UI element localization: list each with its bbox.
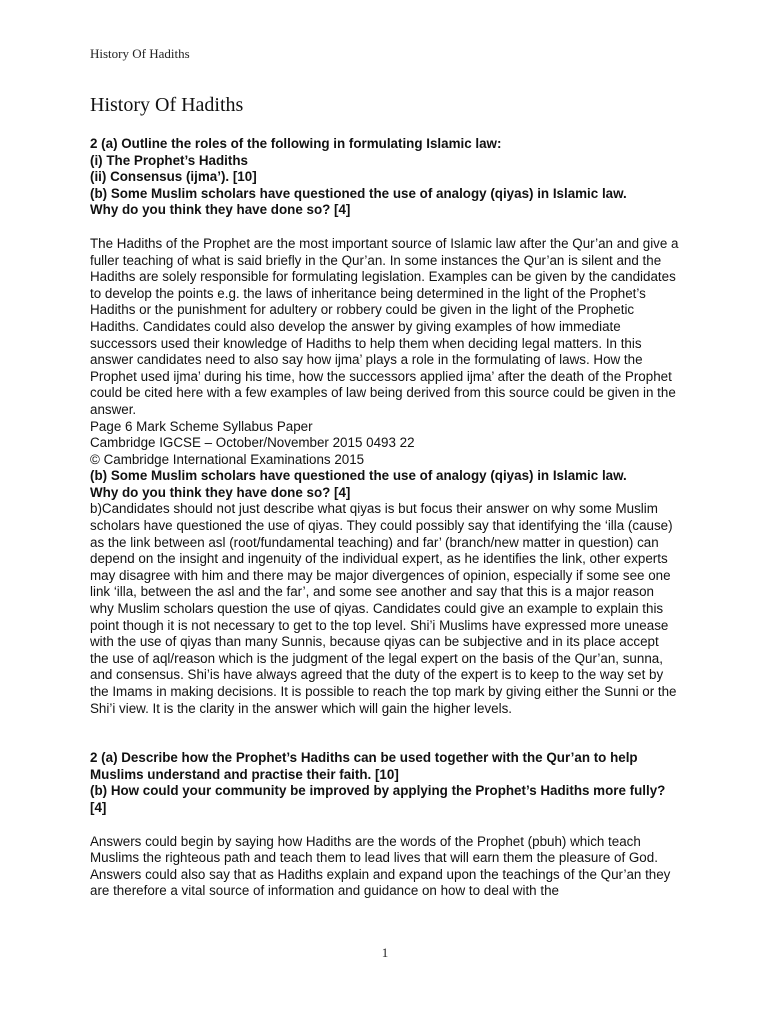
question-line: 2 (a) Outline the roles of the following in formulating Islamic law: bbox=[90, 136, 502, 151]
running-header: History Of Hadiths bbox=[90, 46, 190, 61]
question-line: 2 (a) Describe how the Prophet’s Hadiths can be used together with the Qur’an to help Muslims understand and practise their faith. [10] bbox=[90, 750, 638, 782]
source-line: Cambridge IGCSE – October/November 2015 0493 22 bbox=[90, 435, 415, 451]
question-line: (i) The Prophet’s Hadiths bbox=[90, 152, 248, 168]
answer-paragraph-b: b)Candidates should not just describe what qiyas is but focus their answer on why some Muslim scholars have questioned the use of qiyas. They could possibly say that identifying the ‘illa (cause) as the link between asl (root/fundamental teaching) and far’ (branch/new matter in question) can depend on the insight and ingenuity of the individual expert, as he identifies the link, other experts may disagree with him and there may be major divergences of opinion, especially if some see one link ‘illa, between the asl and the far’, and some see another and say that this is a major reason why Muslim scholars question the use of qiyas. Candidates could give an example to explain this point though it is not necessary to get to the top level. Shi’i Muslims have expressed more unease with the use of qiyas than many Sunnis, because qiyas can be subjective and in its place accept the use of aql/reason which is the judgment of the legal expert on the basis of the Qur’an, sunna, and consensus. Shi’is have always agreed that the duty of the expert is to keep to the way set by the Imams in making decisions. It is possible to reach the top mark by giving either the Sunni or the Shi’i view. It is the clarity in the answer which will gain the higher levels. bbox=[90, 501, 677, 716]
copyright-line: © Cambridge International Examinations 2015 bbox=[90, 451, 365, 467]
source-line: Page 6 Mark Scheme Syllabus Paper bbox=[90, 418, 313, 434]
question-block-1 bbox=[90, 136, 680, 219]
question-line: (b) Some Muslim scholars have questioned the use of analogy (qiyas) in Islamic law. bbox=[90, 185, 627, 201]
document-body bbox=[90, 136, 680, 900]
question-line: Why do you think they have done so? [4] bbox=[90, 484, 351, 500]
question-line: (b) Some Muslim scholars have questioned the use of analogy (qiyas) in Islamic law. bbox=[90, 468, 627, 484]
answer-paragraph-2: Answers could begin by saying how Hadiths are the words of the Prophet (pbuh) which teach Muslims the righteous path and teach them to lead lives that will earn them the pleasure of God. Answers could also say that as Hadiths explain and expand upon the teachings of the Qur’an they are therefore a vital source of information and guidance on how to deal with the bbox=[90, 833, 671, 899]
document-title: History Of Hadiths bbox=[90, 94, 244, 116]
question-line: (b) How could your community be improved by applying the Prophet’s Hadiths more fully? [4] bbox=[90, 783, 666, 815]
question-line: (ii) Consensus (ijma’). [10] bbox=[90, 169, 257, 185]
question-block-2 bbox=[90, 750, 680, 816]
answer-paragraph-a: The Hadiths of the Prophet are the most important source of Islamic law after the Qur’an and give a fuller teaching of what is said briefly in the Qur’an. In some instances the Qur’an is silent and the Hadiths are solely responsible for formulating legislation. Examples can be given by the candidates to develop the points e.g. the laws of inheritance being determined in the light of the Prophet’s Hadiths or the punishment for adultery or robbery could be given in the light of the Prophetic Hadiths. Candidates could also develop the answer by giving examples of how immediate successors used their knowledge of Hadiths to help them when deciding legal matters. In this answer candidates need to also say how ijma’ plays a role in the formulating of laws. How the Prophet used ijma’ during his time, how the successors applied ijma’ after the death of the Prophet could be cited here with a few examples of law being derived from this source could be given in the answer. bbox=[90, 235, 679, 417]
question-block-1b bbox=[90, 468, 680, 501]
question-line: Why do you think they have done so? [4] bbox=[90, 202, 351, 218]
page-number: 1 bbox=[381, 945, 389, 960]
